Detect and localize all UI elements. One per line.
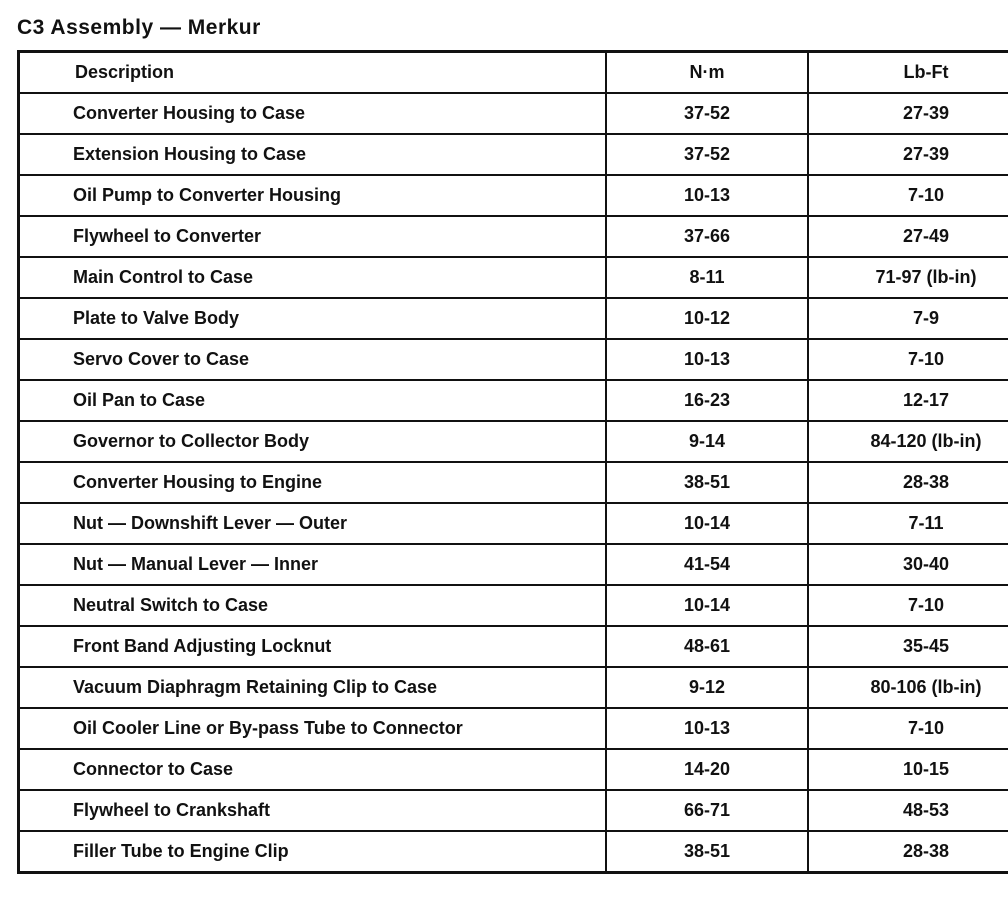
cell-lbft: 71-97 (lb-in) (808, 257, 1008, 298)
cell-lbft: 7-10 (808, 339, 1008, 380)
cell-nm: 10-13 (606, 175, 808, 216)
cell-nm: 37-52 (606, 93, 808, 134)
cell-lbft: 10-15 (808, 749, 1008, 790)
cell-lbft: 27-39 (808, 134, 1008, 175)
cell-description: Oil Pan to Case (19, 380, 607, 421)
table-row (19, 749, 1008, 790)
cell-description: Converter Housing to Engine (19, 462, 607, 503)
cell-nm: 9-12 (606, 667, 808, 708)
cell-nm: 9-14 (606, 421, 808, 462)
table-row (19, 790, 1008, 831)
table-row (19, 667, 1008, 708)
table-row (19, 134, 1008, 175)
cell-nm: 10-12 (606, 298, 808, 339)
table-row (19, 298, 1008, 339)
table-header (19, 52, 1008, 94)
cell-nm: 10-13 (606, 708, 808, 749)
table-row (19, 93, 1008, 134)
cell-lbft: 7-11 (808, 503, 1008, 544)
cell-lbft: 30-40 (808, 544, 1008, 585)
table-row (19, 585, 1008, 626)
cell-description: Servo Cover to Case (19, 339, 607, 380)
cell-description: Governor to Collector Body (19, 421, 607, 462)
cell-lbft: 12-17 (808, 380, 1008, 421)
cell-lbft: 80-106 (lb-in) (808, 667, 1008, 708)
cell-lbft: 27-39 (808, 93, 1008, 134)
cell-lbft: 48-53 (808, 790, 1008, 831)
cell-lbft: 7-10 (808, 175, 1008, 216)
cell-lbft: 27-49 (808, 216, 1008, 257)
cell-nm: 41-54 (606, 544, 808, 585)
cell-description: Oil Pump to Converter Housing (19, 175, 607, 216)
cell-description: Oil Cooler Line or By-pass Tube to Connector (19, 708, 607, 749)
table-row (19, 175, 1008, 216)
cell-lbft: 28-38 (808, 462, 1008, 503)
cell-lbft: 7-10 (808, 708, 1008, 749)
table-row (19, 462, 1008, 503)
cell-nm: 37-52 (606, 134, 808, 175)
table-row (19, 544, 1008, 585)
torque-spec-table (17, 50, 1008, 874)
cell-lbft: 7-9 (808, 298, 1008, 339)
cell-nm: 8-11 (606, 257, 808, 298)
cell-nm: 37-66 (606, 216, 808, 257)
header-row (19, 52, 1008, 94)
cell-description: Flywheel to Crankshaft (19, 790, 607, 831)
cell-description: Connector to Case (19, 749, 607, 790)
cell-description: Main Control to Case (19, 257, 607, 298)
cell-nm: 48-61 (606, 626, 808, 667)
cell-nm: 66-71 (606, 790, 808, 831)
cell-lbft: 28-38 (808, 831, 1008, 873)
cell-description: Filler Tube to Engine Clip (19, 831, 607, 873)
cell-description: Plate to Valve Body (19, 298, 607, 339)
cell-lbft: 7-10 (808, 585, 1008, 626)
cell-description: Converter Housing to Case (19, 93, 607, 134)
cell-nm: 14-20 (606, 749, 808, 790)
table-row (19, 831, 1008, 873)
cell-nm: 38-51 (606, 831, 808, 873)
cell-description: Vacuum Diaphragm Retaining Clip to Case (19, 667, 607, 708)
table-row (19, 503, 1008, 544)
cell-description: Neutral Switch to Case (19, 585, 607, 626)
cell-nm: 10-13 (606, 339, 808, 380)
cell-lbft: 35-45 (808, 626, 1008, 667)
table-row (19, 421, 1008, 462)
cell-description: Extension Housing to Case (19, 134, 607, 175)
cell-description: Flywheel to Converter (19, 216, 607, 257)
cell-description: Nut — Manual Lever — Inner (19, 544, 607, 585)
page-title: C3 Assembly — Merkur (17, 16, 261, 39)
table-row (19, 339, 1008, 380)
table-row (19, 626, 1008, 667)
cell-lbft: 84-120 (lb-in) (808, 421, 1008, 462)
table-row (19, 708, 1008, 749)
cell-nm: 38-51 (606, 462, 808, 503)
cell-nm: 10-14 (606, 503, 808, 544)
table-row (19, 216, 1008, 257)
table-row (19, 380, 1008, 421)
cell-nm: 16-23 (606, 380, 808, 421)
cell-nm: 10-14 (606, 585, 808, 626)
column-header-description: Description (19, 52, 607, 94)
table-body (19, 93, 1008, 873)
cell-description: Nut — Downshift Lever — Outer (19, 503, 607, 544)
column-header-lbft: Lb-Ft (808, 52, 1008, 94)
table-row (19, 257, 1008, 298)
cell-description: Front Band Adjusting Locknut (19, 626, 607, 667)
column-header-nm: N·m (606, 52, 808, 94)
